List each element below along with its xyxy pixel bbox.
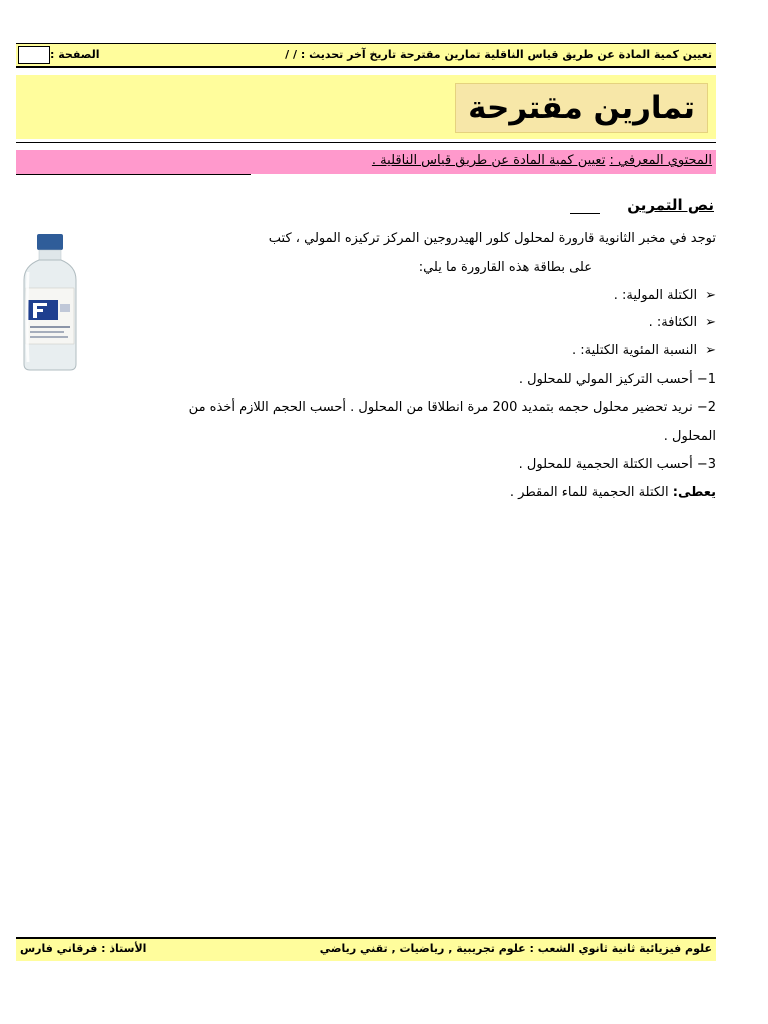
question-2: 2− نريد تحضير محلول حجمه بتمديد 200 مرة انطلاقا من المحلول . أحسب الحجم اللازم أخذه من [188, 400, 716, 415]
page-title: تمارين مقترحة [468, 90, 695, 126]
content-strip [16, 150, 716, 174]
bullet-mass-percent: ➢النسبة المئوية الكتلية: . [572, 343, 716, 358]
bullet-molar-mass: ➢الكتلة المولية: . [613, 288, 716, 303]
title-band [16, 75, 716, 139]
arrow-bullet-icon: ➢ [705, 343, 716, 358]
arrow-bullet-icon: ➢ [705, 315, 716, 330]
page-number-box [18, 46, 50, 64]
given-text: الكتلة الحجمية للماء المقطر . [509, 485, 673, 500]
footer-course: علوم فيزيائية ثانية ثانوي الشعب : علوم تجريبية , رياضيات , تقني رياضي [319, 942, 712, 955]
given-label: يعطى: [672, 485, 716, 500]
page-footer [16, 937, 716, 961]
question-3: 3− أحسب الكتلة الحجمية للمحلول . [518, 457, 716, 472]
title-box [455, 83, 708, 133]
content-line [372, 153, 712, 168]
bottle-cap [37, 234, 63, 250]
exercise-heading-rule [570, 213, 600, 214]
acid-bottle-image [20, 232, 80, 372]
page-number-label: الصفحة : [50, 48, 100, 61]
bullet-density: ➢الكثافة: . [648, 315, 716, 330]
header-title: تعيين كمية المادة عن طريق قياس الناقلية تمارين مقترحة تاريخ آخر تحديث : / / [285, 48, 712, 61]
footer-teacher: الأستاذ : فرقاني فارس [20, 942, 147, 955]
exercise-heading: نص التمرين [627, 196, 714, 214]
exercise-intro-2: على بطاقة هذه القارورة ما يلي: [418, 260, 592, 275]
arrow-bullet-icon: ➢ [705, 288, 716, 303]
given-data [510, 485, 716, 500]
content-underline [16, 174, 251, 175]
exercise-intro-1: توجد في مخبر الثانوية قارورة لمحلول كلور الهيدروجين المركز تركيزه المولي ، كتب [268, 231, 716, 246]
page-header [16, 43, 716, 68]
question-2-cont: المحلول . [663, 429, 716, 444]
title-divider [16, 142, 716, 143]
content-label: المحتوي المعرفي : [609, 153, 712, 168]
content-text: تعيين كمية المادة عن طريق قياس الناقلية . [371, 153, 606, 168]
question-1: 1− أحسب التركيز المولي للمحلول . [518, 372, 716, 387]
bottle-neck [39, 250, 61, 260]
